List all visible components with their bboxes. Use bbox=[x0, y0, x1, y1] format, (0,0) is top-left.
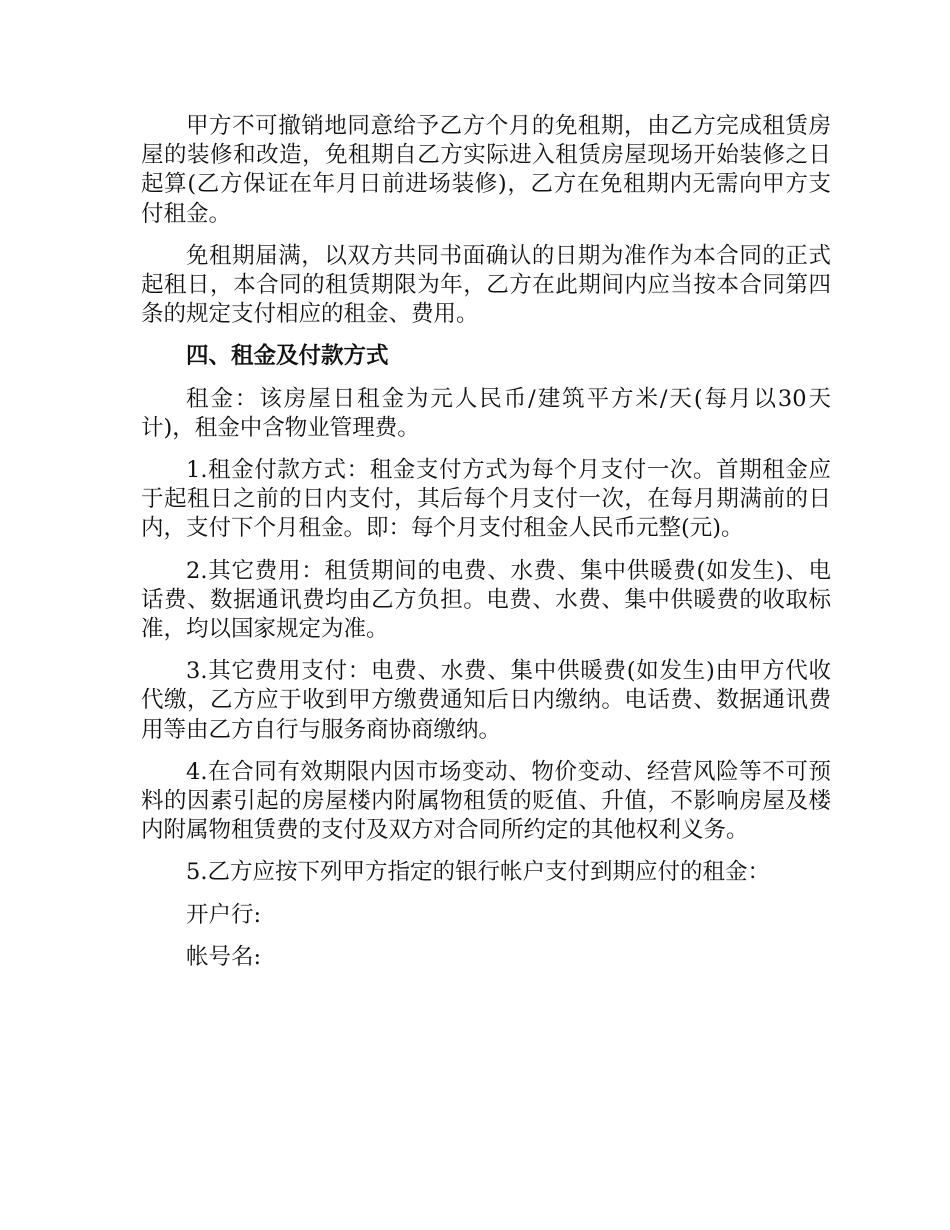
paragraph-market-changes: 4.在合同有效期限内因市场变动、物价变动、经营风险等不可预料的因素引起的房屋楼内附属物租赁的贬值、升值，不影响房屋及楼内附属物租赁费的支付及双方对合同所约定的其他权利义务。 bbox=[141, 758, 831, 844]
field-bank-name: 开户行: bbox=[186, 901, 262, 928]
paragraph-other-fees: 2.其它费用：租赁期间的电费、水费、集中供暖费(如发生)、电话费、数据通讯费均由乙方负担。电费、水费、集中供暖费的收取标准，均以国家规定为准。 bbox=[141, 557, 831, 643]
paragraph-rent-amount: 租金：该房屋日租金为元人民币/建筑平方米/天(每月以30天计)，租金中含物业管理费。 bbox=[141, 385, 831, 441]
paragraph-other-fees-payment: 3.其它费用支付：电费、水费、集中供暖费(如发生)由甲方代收代缴，乙方应于收到甲方缴费通知后日内缴纳。电话费、数据通讯费用等由乙方自行与服务商协商缴纳。 bbox=[141, 658, 831, 743]
paragraph-bank-account: 5.乙方应按下列甲方指定的银行帐户支付到期应付的租金： bbox=[186, 859, 770, 886]
paragraph-lease-start: 免租期届满，以双方共同书面确认的日期为准作为本合同的正式起租日，本合同的租赁期限为年，乙方在此期间内应当按本合同第四条的规定支付相应的租金、费用。 bbox=[141, 242, 831, 328]
paragraph-payment-method: 1.租金付款方式：租金支付方式为每个月支付一次。首期租金应于起租日之前的日内支付，其后每个月支付一次，在每月期满前的日内，支付下个月租金。即：每个月支付租金人民币元整(元)。 bbox=[141, 457, 831, 542]
paragraph-rent-free-period: 甲方不可撤销地同意给予乙方个月的免租期，由乙方完成租赁房屋的装修和改造，免租期自乙方实际进入租赁房屋现场开始装修之日起算(乙方保证在年月日前进场装修)，乙方在免租期内无需向甲方支付租金。 bbox=[141, 113, 831, 227]
field-account-name: 帐号名: bbox=[186, 943, 262, 970]
document-page bbox=[141, 112, 831, 985]
section-heading: 四、租金及付款方式 bbox=[186, 343, 389, 370]
